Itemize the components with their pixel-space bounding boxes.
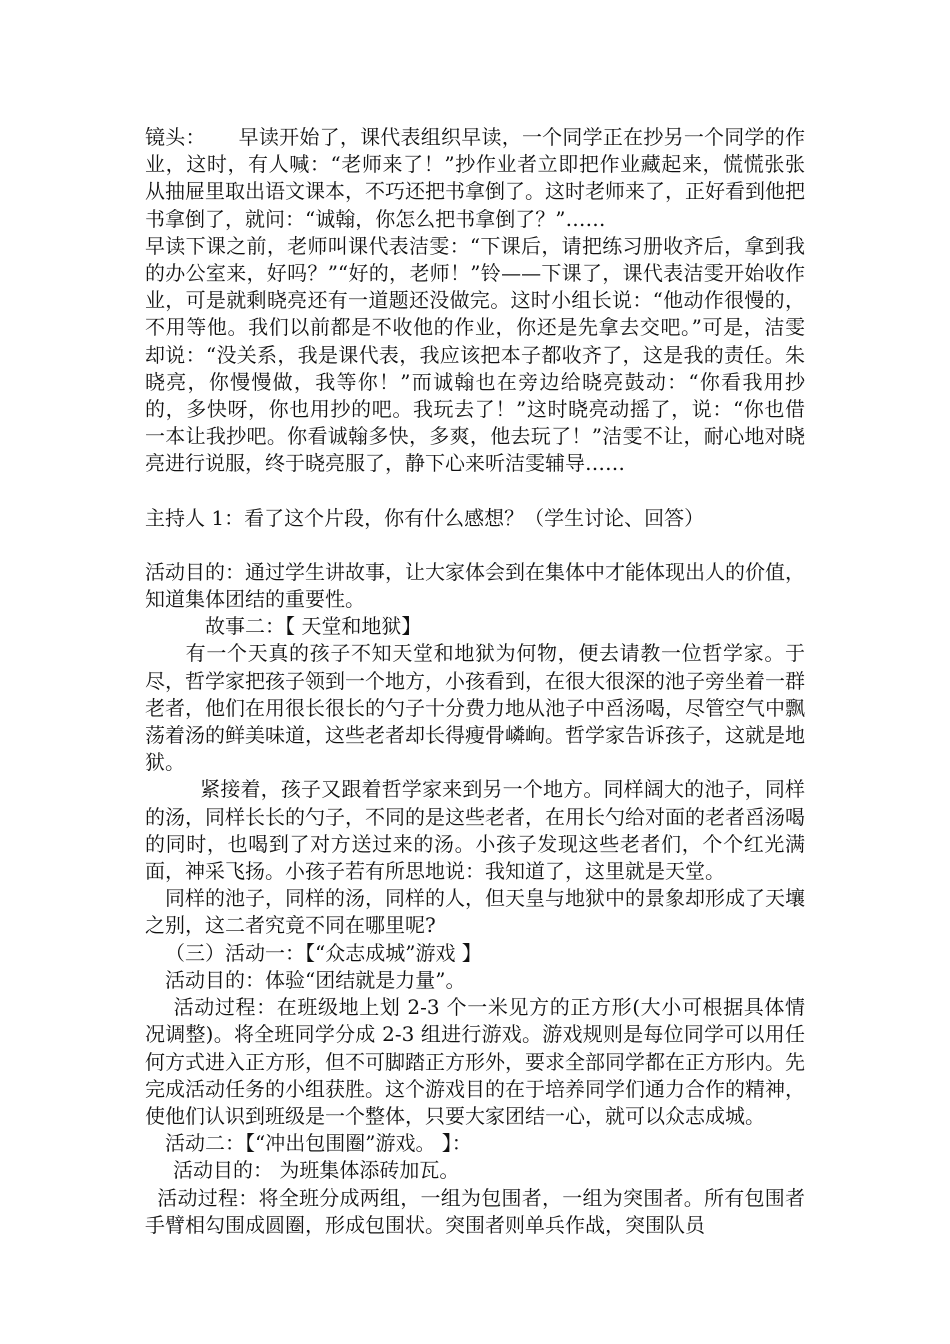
paragraph-gap [145,532,805,559]
scene-label: 镜头： [145,125,206,149]
story-two-paragraph-2 [145,776,805,885]
paragraph-gap [145,478,805,505]
story-two-paragraph-3 [145,885,805,939]
game-two-process [145,1185,805,1239]
story-two-title: 故事二：【 天堂和地狱】 [205,614,422,639]
scene-paragraph [145,124,805,233]
story-two-paragraph-1-text: 有一个天真的孩子不知天堂和地狱为何物，便去请教一位哲学家。于尽，哲学家把孩子领到一个地方，小孩看到，在很大很深的池子旁坐着一群老者，他们在用很长很长的勺子十分费力地从池子中舀汤喝，尽管空气中飘荡着汤的鲜美味道，这些老者却长得瘦骨嶙峋。哲学家告诉孩子，这就是地狱。 [145,641,805,775]
game-two-title: 活动二：【“冲出包围圈”游戏。 】： [165,1131,472,1156]
section-three-heading: （三）活动一：【“众志成城”游戏 】 [165,940,482,965]
story-two-paragraph-3-text: 同样的池子，同样的汤，同样的人，但天皇与地狱中的景象却形成了天壤之别，这二者究竟不同在哪里呢? [145,886,805,938]
game-one-process [145,994,805,1130]
document-page [145,124,805,1239]
game-two-purpose: 活动目的： 为班集体添砖加瓦。 [173,1158,460,1183]
scene-text: 早读开始了，课代表组织早读，一个同学正在抄另一个同学的作业，这时，有人喊：“老师来了！”抄作业者立即把作业藏起来，慌慌张张从抽屉里取出语文课本，不巧还把书拿倒了。这时老师来了，正好看到他把书拿倒了，就问：“诚翰，你怎么把书拿倒了？”…… [145,125,805,231]
story-two-paragraph-2-text: 紧接着，孩子又跟着哲学家来到另一个地方。同样阔大的池子，同样的汤，同样长长的勺子，不同的是这些老者，在用长勺给对面的老者舀汤喝的同时，也喝到了对方送过来的汤。小孩子发现这些老者们，个个红光满面，神采飞扬。小孩子若有所思地说：我知道了，这里就是天堂。 [145,777,805,884]
host-question: 主持人 1：看了这个片段，你有什么感想？（学生讨论、回答） [145,505,705,530]
game-one-purpose: 活动目的：体验“团结就是力量”。 [165,967,466,992]
story-two-paragraph-1 [145,640,805,776]
scene-continued-paragraph: 早读下课之前，老师叫课代表洁雯：“下课后，请把练习册收齐后，拿到我的办公室来，好吗？”“好的，老师！”铃——下课了，课代表洁雯开始收作业，可是就剩晓亮还有一道题还没做完。这时小组长说：“他动作很慢的，不用等他。我们以前都是不收他的作业，你还是先拿去交吧。”可是，洁雯却说：“没关系，我是课代表，我应该把本子都收齐了，这是我的责任。朱晓亮，你慢慢做，我等你！”而诚翰也在旁边给晓亮鼓动：“你看我用抄的，多快呀，你也用抄的吧。我玩去了！”这时晓亮动摇了，说：“你也借一本让我抄吧。你看诚翰多快，多爽，他去玩了！”洁雯不让，耐心地对晓亮进行说服，终于晓亮服了，静下心来听洁雯辅导…… [145,233,805,476]
game-two-process-text: 活动过程：将全班分成两组，一组为包围者，一组为突围者。所有包围者手臂相勾围成圆圈，形成包围状。突围者则单兵作战，突围队员 [145,1185,805,1237]
game-one-process-text: 活动过程：在班级地上划 2-3 个一米见方的正方形(大小可根据具体情况调整)。将全班同学分成 2-3 组进行游戏。游戏规则是每位同学可以用任何方式进入正方形，但不可脚踏正方形外，要求全部同学都在正方形内。先完成活动任务的小组获胜。这个游戏目的在于培养同学们通力合作的精神，使他们认识到班级是一个整体，只要大家团结一心，就可以众志成城。 [145,995,805,1128]
activity-purpose: 活动目的：通过学生讲故事，让大家体会到在集体中才能体现出人的价值，知道集体团结的重要性。 [145,559,805,612]
